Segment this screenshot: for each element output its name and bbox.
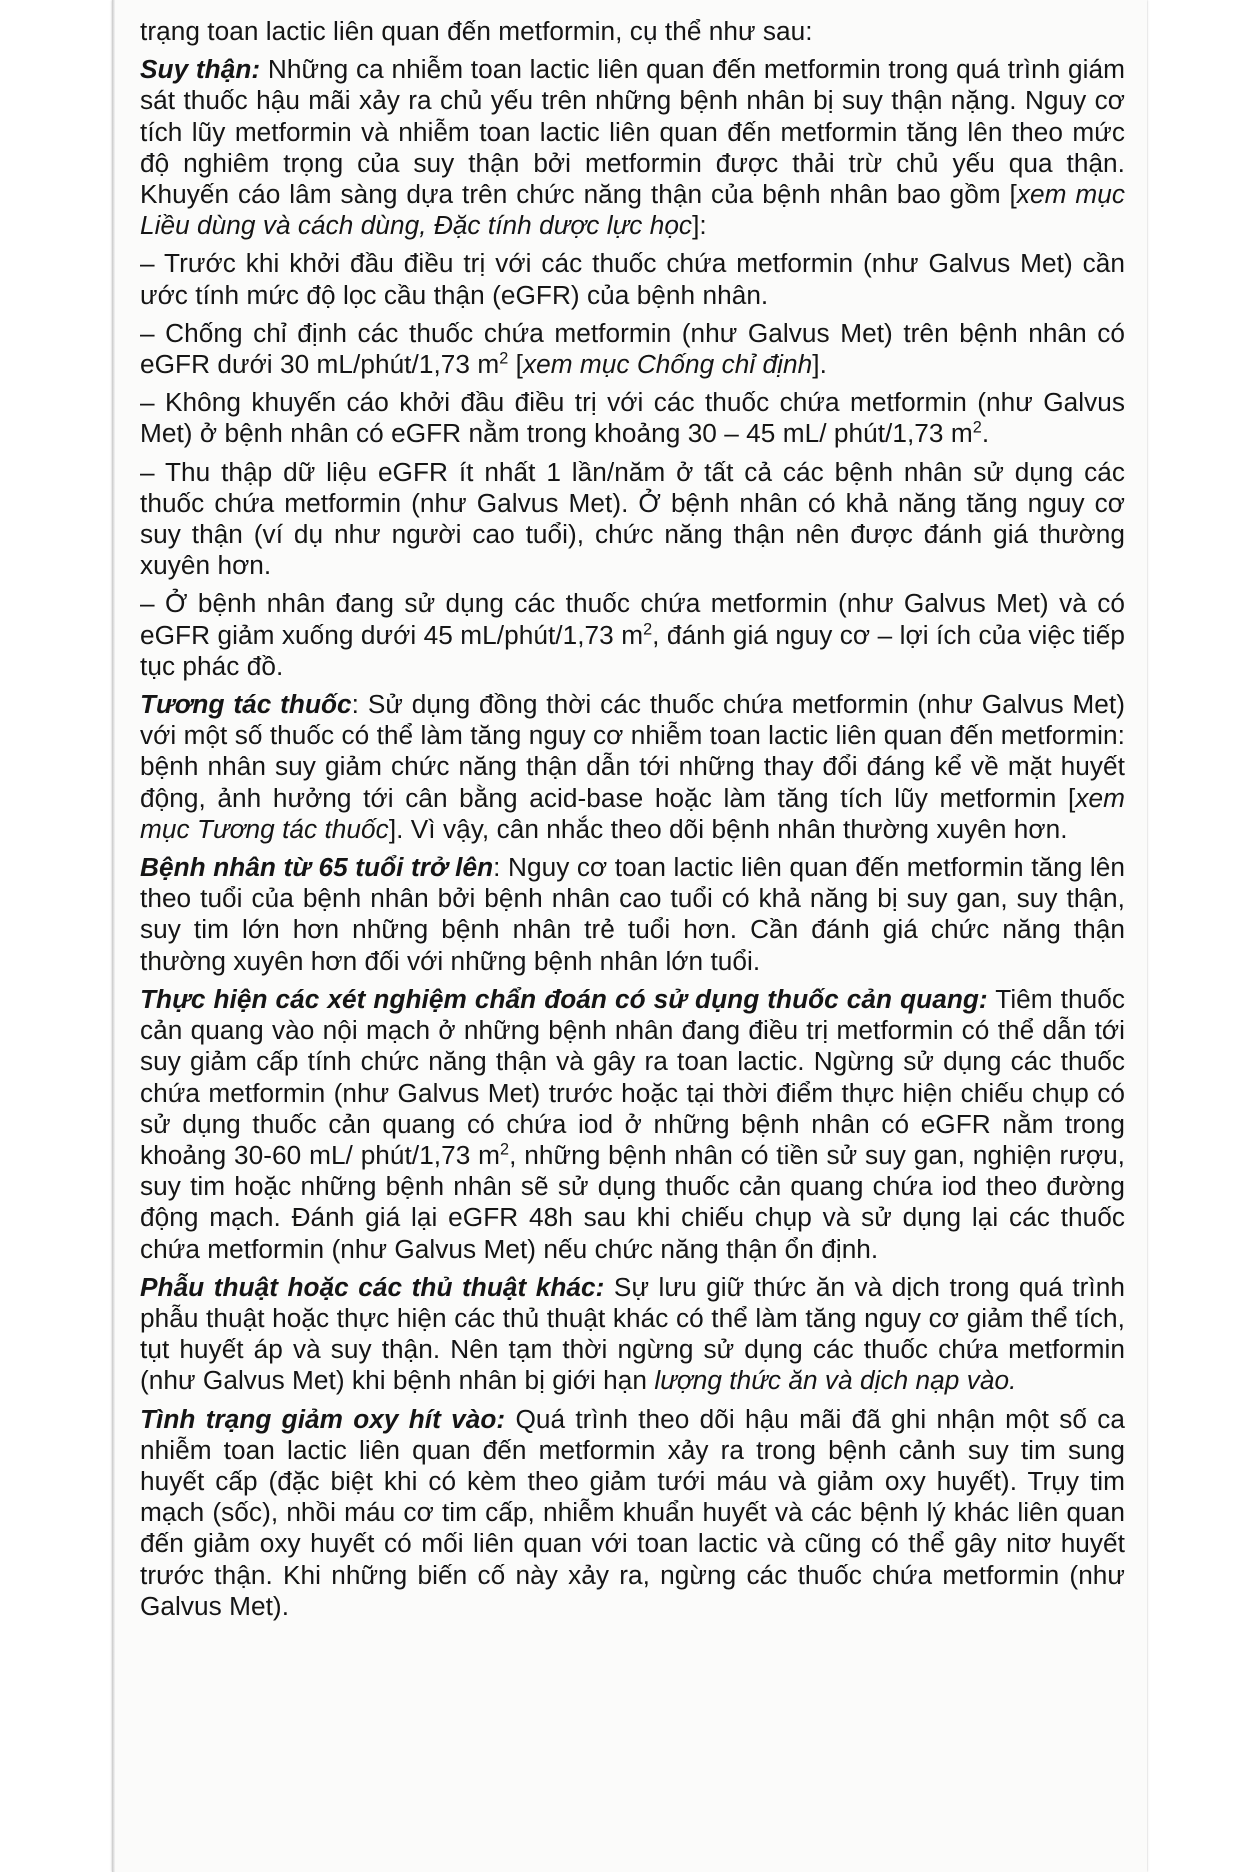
bullet-not-recommended-end: . — [981, 418, 990, 449]
hypoxia-heading: Tình trạng giảm oxy hít vào: — [140, 1403, 506, 1434]
renal-text: Những ca nhiễm toan lactic liên quan đến metformin trong quá trình giám sát thuốc hậu mãi xảy ra chủ yếu trên những bệnh nhân bị suy thận nặng. Nguy cơ tích lũy metformin và nhiễm toan lactic liên quan đến metformin tăng lên theo mức độ nghiêm trọng của suy thận bởi metformin được thải trừ chủ yếu qua thận. Khuyến cáo lâm sàng dựa trên chức năng thận của bệnh nhân bao gồm [ — [140, 54, 1125, 210]
drug-interaction-cross-reference: xem mục Tương tác thuốc — [140, 782, 1125, 844]
superscript-two: 2 — [499, 349, 509, 368]
drug-interaction-text: Sử dụng đồng thời các thuốc chứa metformin (như Galvus Met) với một số thuốc có thể làm tăng nguy cơ nhiễm toan lactic liên quan đến metformin: bệnh nhân suy giảm chức năng thận dẫn tới những thay đổi đáng kể về mặt huyết động, ảnh hưởng tới cân bằng acid-base hoặc làm tăng tích lũy metformin [ — [140, 689, 1125, 813]
drug-interaction-colon: : — [351, 689, 359, 720]
contrast-agent-paragraph — [140, 984, 1125, 1265]
contraindication-cross-reference: xem mục Chống chỉ định — [522, 349, 813, 380]
contrast-agent-text-end: , những bệnh nhân có tiền sử suy gan, nghiện rượu, suy tim hoặc những bệnh nhân sẽ sử dụng thuốc cản quang chứa iod theo đường động mạch. Đánh giá lại eGFR 48h sau khi chiếu chụp và sử dụng lại các thuốc chứa metformin (như Galvus Met) nếu chức năng thận ổn định. — [140, 1139, 1126, 1264]
elderly-text: Nguy cơ toan lactic liên quan đến metformin tăng lên theo tuổi của bệnh nhân bởi bệnh nhân cao tuổi có khả năng bị suy gan, suy thận, suy tim lớn hơn những bệnh nhân trẻ tuổi hơn. Cần đánh giá chức năng thận thường xuyên hơn đối với những bệnh nhân lớn tuổi. — [140, 852, 1125, 976]
superscript-two: 2 — [643, 619, 653, 638]
sheet-edge-shadow — [112, 0, 115, 1872]
bullet-contraindication-end: ]. — [812, 349, 827, 380]
bullet-not-recommended-text: – Không khuyến cáo khởi đầu điều trị với các thuốc chứa metformin (như Galvus Met) ở bệnh nhân có eGFR nằm trong khoảng 30 – 45 mL/ phút/1,73 m — [140, 387, 1125, 449]
contrast-agent-text: Tiêm thuốc cản quang vào nội mạch ở những bệnh nhân đang điều trị metformin có thể dẫn tới suy giảm cấp tính chức năng thận và gây ra toan lactic. Ngừng sử dụng các thuốc chứa metformin (như Galvus Met) trước hoặc tại thời điểm thực hiện chiếu chụp có sử dụng thuốc cản quang có chứa iod ở những bệnh nhân có eGFR nằm trong khoảng 30-60 mL/ phút/1,73 m — [140, 983, 1125, 1170]
drug-interaction-text-end: ]. Vì vậy, cân nhắc theo dõi bệnh nhân thường xuyên hơn. — [388, 813, 1068, 844]
bullet-risk-benefit-end: , đánh giá nguy cơ – lợi ích của việc tiếp tục phác đồ. — [140, 619, 1125, 681]
elderly-paragraph — [140, 852, 1125, 977]
renal-impairment-paragraph — [140, 54, 1125, 241]
hypoxia-paragraph — [140, 1404, 1125, 1622]
renal-heading: Suy thận: — [140, 54, 261, 85]
bullet-contraindication-text: – Chống chỉ định các thuốc chứa metformin (như Galvus Met) trên bệnh nhân có eGFR dưới 30 mL/phút/1,73 m — [140, 317, 1125, 380]
surgery-text: Sự lưu giữ thức ăn và dịch trong quá trình phẫu thuật hoặc thực hiện các thủ thuật khác có thể làm tăng nguy cơ giảm thể tích, tụt huyết áp và suy thận. Nên tạm thời ngừng sử dụng các thuốc chứa metformin (như Galvus Met) khi bệnh nhân bị giới hạn — [140, 1271, 1125, 1396]
superscript-two: 2 — [500, 1140, 510, 1159]
surgery-paragraph — [140, 1272, 1125, 1397]
renal-cross-reference: xem mục Liều dùng và cách dùng, Đặc tính dược lực học — [140, 179, 1125, 241]
drug-interaction-paragraph — [140, 689, 1125, 845]
surgery-italic-text: lượng thức ăn và dịch nạp vào. — [654, 1365, 1017, 1396]
bullet-annual-egfr — [140, 457, 1125, 582]
intro-line — [140, 16, 1125, 47]
surgery-heading: Phẫu thuật hoặc các thủ thuật khác: — [140, 1271, 605, 1302]
bullet-annual-egfr-text: – Thu thập dữ liệu eGFR ít nhất 1 lần/năm ở tất cả các bệnh nhân sử dụng các thuốc chứa metformin (như Galvus Met). Ở bệnh nhân có khả năng tăng nguy cơ suy thận (ví dụ như người cao tuổi), chức năng thận nên được đánh giá thường xuyên hơn. — [140, 456, 1125, 581]
bullet-not-recommended — [140, 387, 1125, 449]
bullet-egfr-estimate — [140, 248, 1125, 310]
renal-text-end: ]: — [692, 210, 707, 241]
bullet-risk-benefit — [140, 588, 1125, 682]
superscript-two: 2 — [972, 418, 982, 437]
elderly-colon: : — [493, 852, 501, 883]
bullet-egfr-estimate-text: – Trước khi khởi đầu điều trị với các thuốc chứa metformin (như Galvus Met) cần ước tính mức độ lọc cầu thận (eGFR) của bệnh nhân. — [140, 248, 1125, 310]
intro-text: trạng toan lactic liên quan đến metformin, cụ thể như sau: — [140, 16, 813, 46]
bullet-risk-benefit-text: – Ở bệnh nhân đang sử dụng các thuốc chứa metformin (như Galvus Met) và có eGFR giảm xuống dưới 45 mL/phút/1,73 m — [140, 588, 1125, 650]
drug-interaction-heading: Tương tác thuốc — [140, 689, 352, 720]
bullet-contraindication-bracket: [ — [508, 349, 523, 380]
bullet-contraindication — [140, 318, 1125, 380]
document-body — [140, 16, 1125, 1622]
contrast-agent-heading: Thực hiện các xét nghiệm chẩn đoán có sử dụng thuốc cản quang: — [140, 983, 988, 1014]
hypoxia-text: Quá trình theo dõi hậu mãi đã ghi nhận một số ca nhiễm toan lactic liên quan đến metformin xảy ra trong bệnh cảnh suy tim sung huyết cấp (đặc biệt khi có kèm theo giảm tưới máu và giảm oxy huyết). Trụy tim mạch (sốc), nhồi máu cơ tim cấp, nhiễm khuẩn huyết và các bệnh lý khác liên quan đến giảm oxy huyết có mối liên quan với toan lactic và cũng có thể gây nitơ huyết trước thận. Khi những biến cố này xảy ra, ngừng các thuốc chứa metformin (như Galvus Met). — [140, 1403, 1125, 1621]
elderly-heading: Bệnh nhân từ 65 tuổi trở lên — [140, 852, 494, 883]
